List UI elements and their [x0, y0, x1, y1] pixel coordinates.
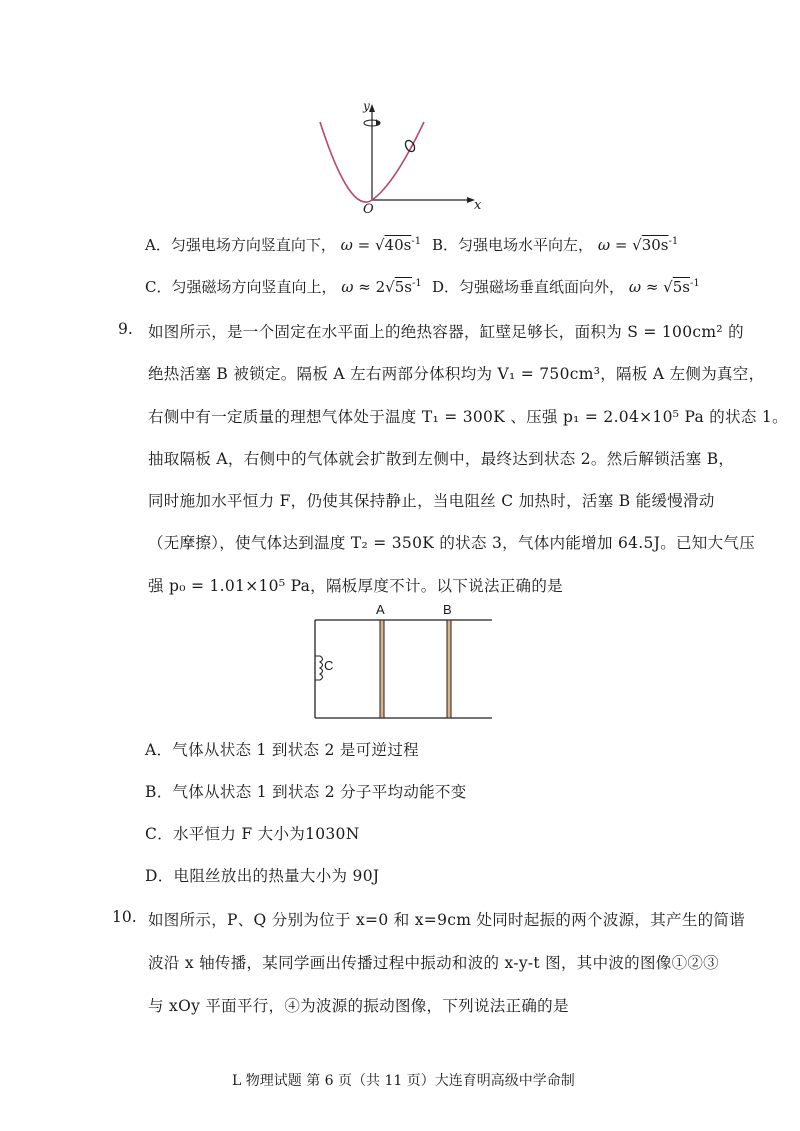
q9-line-4: 抽取隔板 A，右侧中的气体就会扩散到左侧中，最终达到状态 2。然后解锁活塞 B，: [148, 450, 735, 468]
option-c-label: C．匀强磁场方向竖直向上，: [145, 278, 337, 296]
q10-number: 10.: [112, 908, 137, 926]
q10-line-1: 如图所示，P、Q 分别为位于 x=0 和 x=9cm 处同时起振的两个波源，其产生的简谐: [148, 911, 746, 929]
q9-option-b: B．气体从状态 1 到状态 2 分子平均动能不变: [145, 783, 467, 801]
q9-line-7: 强 p₀ = 1.01×10⁵ Pa，隔板厚度不计。以下说法正确的是: [148, 577, 563, 595]
q9-option-c: C．水平恒力 F 大小为1030N: [145, 825, 360, 843]
option-b: B．匀强电场水平向左， $\omega = √30s^{-1}$: [432, 236, 679, 254]
q9-line-2: 绝热活塞 B 被锁定。隔板 A 左右两部分体积均为 V₁ = 750cm³，隔板 A 左侧为真空，: [148, 365, 765, 383]
q10-line-2: 波沿 x 轴传播，某同学画出传播过程中振动和波的 x-y-t 图，其中波的图像①②③: [148, 954, 719, 972]
label-a: A: [376, 602, 385, 617]
label-c: C: [324, 658, 334, 673]
q9-line-1: 如图所示，是一个固定在水平面上的绝热容器，缸壁足够长，面积为 S = 100cm² 的: [148, 323, 744, 341]
option-b-exp: -1: [668, 236, 679, 247]
label-b: B: [443, 602, 452, 617]
option-c-rel: ≈ 2: [353, 278, 386, 296]
y-axis-label: y: [363, 99, 370, 113]
x-axis-label: x: [474, 198, 482, 213]
option-b-rel: =: [610, 236, 633, 254]
option-c-omega: ω: [341, 278, 354, 296]
option-c-exp: -1: [411, 278, 422, 289]
option-c-value: 5s: [394, 278, 412, 296]
option-a-value: 40s: [384, 236, 412, 254]
q9-option-d: D．电阻丝放出的热量大小为 90J: [145, 867, 380, 885]
option-a-label: A．匀强电场方向竖直向下，: [145, 236, 336, 254]
q9-line-6: （无摩擦），使气体达到温度 T₂ = 350K 的状态 3，气体内能增加 64.5J。已知大气压: [148, 534, 756, 552]
option-d-label: D．匀强磁场垂直纸面向外，: [432, 278, 625, 296]
option-a-rel: =: [352, 236, 375, 254]
option-d-exp: -1: [689, 278, 700, 289]
origin-label: O: [363, 202, 374, 217]
option-a: A．匀强电场方向竖直向下， $\omega = √40s^{-1}$: [145, 236, 422, 254]
option-d-value: 5s: [672, 278, 690, 296]
q9-option-a: A．气体从状态 1 到状态 2 是可逆过程: [145, 741, 419, 759]
option-d-rel: ≈: [641, 278, 664, 296]
q10-line-3: 与 xOy 平面平行，④为波源的振动图像，下列说法正确的是: [148, 997, 569, 1015]
option-b-omega: ω: [597, 236, 611, 254]
option-c: C．匀强磁场方向竖直向上， $\omega \approx 2√5s^{-1}$: [145, 278, 422, 296]
q9-line-3: 右侧中有一定质量的理想气体处于温度 T₁ = 300K 、压强 p₁ = 2.04×10⁵ Pa 的状态 1。: [148, 408, 788, 426]
page-footer: L 物理试题 第 6 页（共 11 页）大连育明高级中学命制: [232, 1073, 575, 1089]
q9-number: 9.: [118, 320, 133, 338]
option-d: D．匀强磁场垂直纸面向外， $\omega \approx √5s^{-1}$: [432, 278, 700, 296]
option-d-omega: ω: [628, 278, 642, 296]
parabola-figure: [310, 100, 490, 218]
option-b-label: B．匀强电场水平向左，: [432, 236, 594, 254]
option-a-exp: -1: [411, 236, 422, 247]
option-b-value: 30s: [641, 236, 669, 254]
option-a-omega: ω: [340, 236, 353, 254]
q9-line-5: 同时施加水平恒力 F，仍使其保持静止，当电阻丝 C 加热时，活塞 B 能缓慢滑动: [148, 492, 715, 510]
